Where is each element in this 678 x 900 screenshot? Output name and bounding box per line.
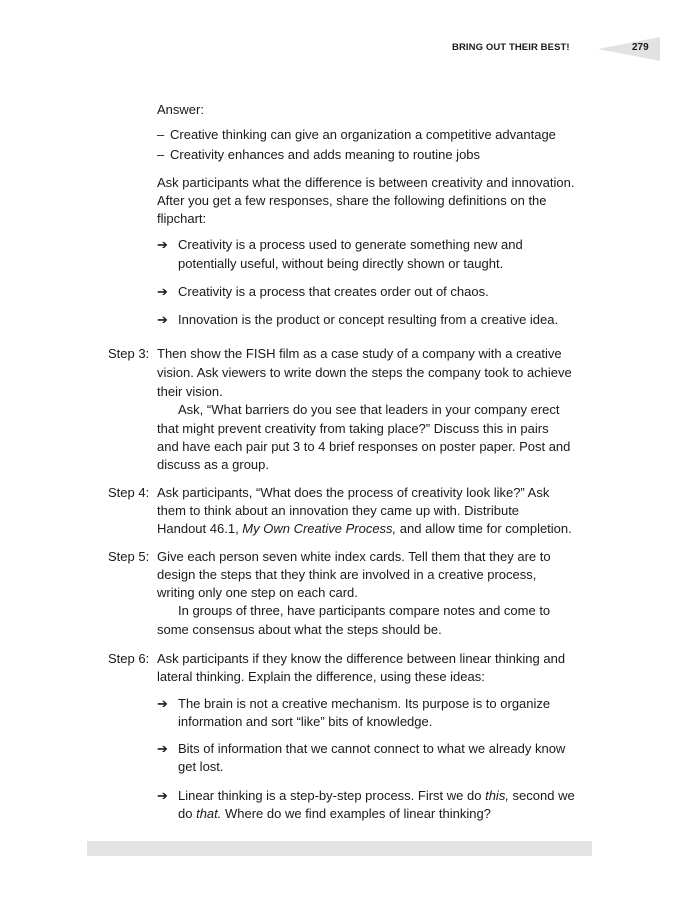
page-number: 279 <box>632 42 649 53</box>
idea-line <box>178 806 491 822</box>
step-line: discuss as a group. <box>157 457 270 472</box>
step-line: their vision. <box>157 384 223 399</box>
step-line: lateral thinking. Explain the difference, using these ideas: <box>157 669 485 684</box>
text-segment: do <box>178 806 197 821</box>
step-line: Ask participants if they know the difference between linear thinking and <box>157 651 566 666</box>
idea-line: Bits of information that we cannot connect to what we already know <box>178 741 566 756</box>
step-line: vision. Ask viewers to write down the steps the company took to achieve <box>157 365 572 380</box>
step-line: some consensus about what the steps should be. <box>157 622 442 637</box>
italic-text: My Own Creative Process, <box>242 521 397 536</box>
step-label: Step 4: <box>108 485 150 500</box>
text-segment: Linear thinking is a step-by-step process. First we do <box>178 788 486 803</box>
page-number-tab <box>598 37 660 61</box>
step-label: Step 5: <box>108 549 150 564</box>
step-label: Step 3: <box>108 346 150 361</box>
arrow-bullet-icon: ➔ <box>157 696 168 711</box>
step-line: In groups of three, have participants compare notes and come to <box>178 603 551 618</box>
answer-item: Creativity enhances and adds meaning to routine jobs <box>170 147 481 162</box>
definition-line: Creativity is a process used to generate something new and <box>178 237 523 252</box>
definition-line: potentially useful, without being directly shown or taught. <box>178 256 504 271</box>
dash-bullet: – <box>157 127 165 142</box>
step-line: Ask, “What barriers do you see that leaders in your company erect <box>178 402 560 417</box>
definition-line: Creativity is a process that creates order out of chaos. <box>178 284 489 299</box>
text-segment: and allow time for completion. <box>396 521 572 536</box>
paragraph-line: flipchart: <box>157 211 207 226</box>
step-line: Then show the FISH film as a case study of a company with a creative <box>157 346 562 361</box>
arrow-bullet-icon: ➔ <box>157 741 168 756</box>
paragraph-line: After you get a few responses, share the following definitions on the <box>157 193 547 208</box>
step-line: Ask participants, “What does the process of creativity look like?” Ask <box>157 485 550 500</box>
arrow-bullet-icon: ➔ <box>157 312 168 327</box>
idea-line: information and sort “like” bits of knowledge. <box>178 714 433 729</box>
paragraph-line: Ask participants what the difference is between creativity and innovation. <box>157 175 575 190</box>
text-segment: Where do we find examples of linear thinking? <box>221 806 491 821</box>
step-line: that might prevent creativity from taking place?” Discuss this in pairs <box>157 421 549 436</box>
step-label: Step 6: <box>108 651 150 666</box>
arrow-bullet-icon: ➔ <box>157 284 168 299</box>
arrow-bullet-icon: ➔ <box>157 237 168 252</box>
step-line <box>157 521 572 537</box>
italic-text: this, <box>485 788 509 803</box>
idea-line <box>178 788 575 804</box>
step-line: them to think about an innovation they came up with. Distribute <box>157 503 520 518</box>
footer-bar <box>87 841 592 856</box>
idea-line: The brain is not a creative mechanism. Its purpose is to organize <box>178 696 551 711</box>
arrow-bullet-icon: ➔ <box>157 788 168 803</box>
step-line: and have each pair put 3 to 4 brief responses on poster paper. Post and <box>157 439 571 454</box>
step-line: writing only one step on each card. <box>157 585 358 600</box>
answer-label: Answer: <box>157 102 204 117</box>
idea-line: get lost. <box>178 759 224 774</box>
italic-text: that. <box>196 806 222 821</box>
answer-item: Creative thinking can give an organization a competitive advantage <box>170 127 556 142</box>
text-segment: Handout 46.1, <box>157 521 243 536</box>
dash-bullet: – <box>157 147 165 162</box>
step-line: design the steps that they think are involved in a creative process, <box>157 567 537 582</box>
definition-line: Innovation is the product or concept resulting from a creative idea. <box>178 312 559 327</box>
step-line: Give each person seven white index cards. Tell them that they are to <box>157 549 551 564</box>
running-title: BRING OUT THEIR BEST! <box>452 42 570 53</box>
text-segment: second we <box>508 788 575 803</box>
